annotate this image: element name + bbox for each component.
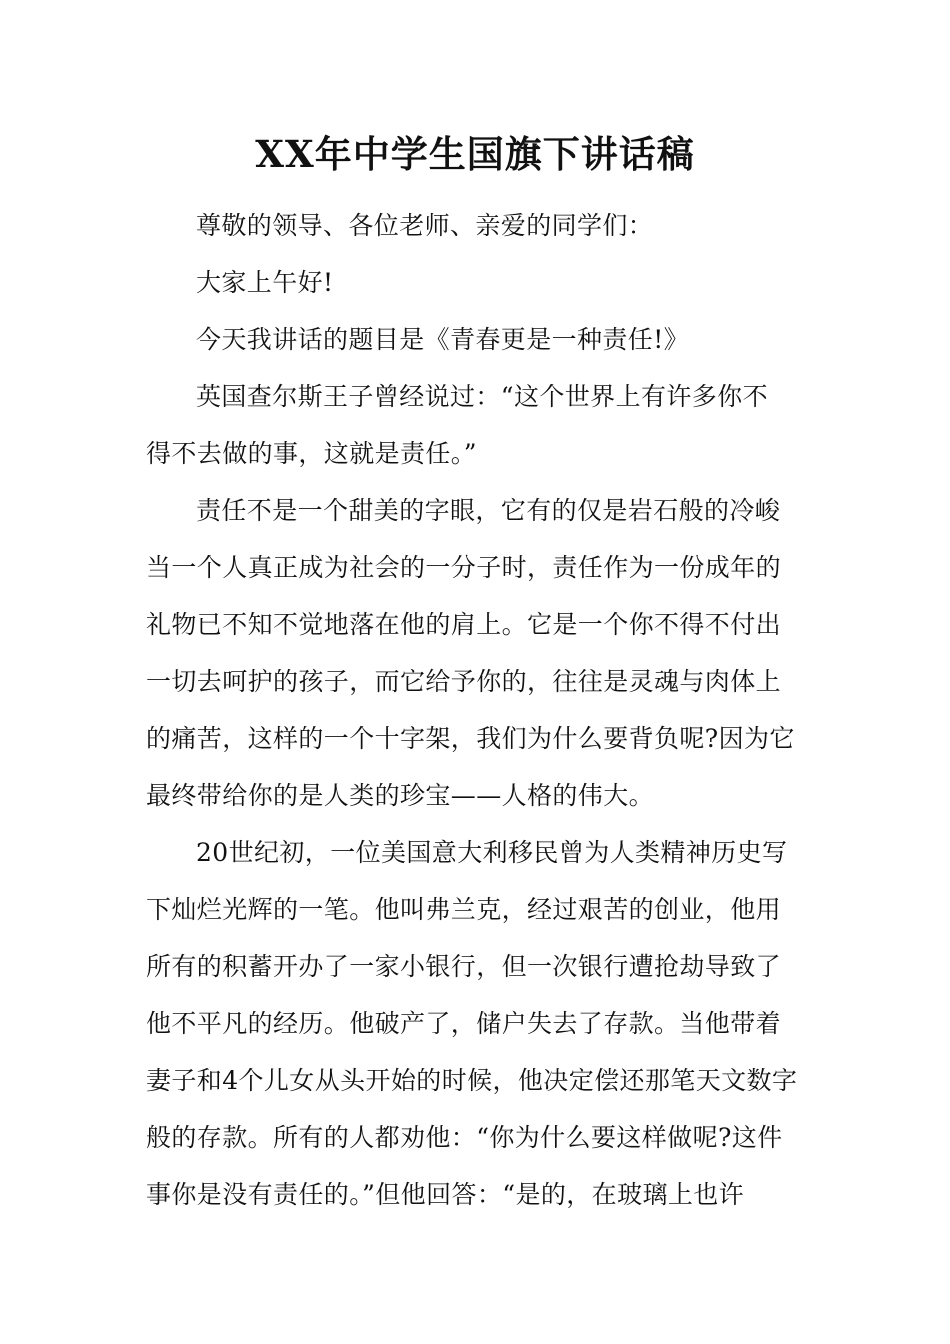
text-line: 最终带给你的是人类的珍宝——人格的伟大。: [146, 781, 655, 810]
text-line: 得不去做的事，这就是责任。”: [146, 439, 477, 468]
text-line: 尊敬的领导、各位老师、亲爱的同学们：: [196, 211, 654, 240]
text-line: 今天我讲话的题目是《青春更是一种责任!》: [196, 325, 690, 354]
text-line: 大家上午好!: [196, 268, 334, 297]
text-line: 所有的积蓄开办了一家小银行，但一次银行遭抢劫导致了: [146, 952, 782, 981]
text-line: 责任不是一个甜美的字眼，它有的仅是岩石般的冷峻: [196, 496, 781, 525]
text-line: 一切去呵护的孩子，而它给予你的，往往是灵魂与肉体上: [146, 667, 782, 696]
text-line: 下灿烂光辉的一笔。他叫弗兰克，经过艰苦的创业，他用: [146, 895, 782, 924]
text-line: 礼物已不知不觉地落在他的肩上。它是一个你不得不付出: [146, 610, 782, 639]
text-line: 般的存款。所有的人都劝他：“你为什么要这样做呢?这件: [146, 1123, 783, 1152]
text-line: 的痛苦，这样的一个十字架，我们为什么要背负呢?因为它: [146, 724, 795, 753]
text-line: 当一个人真正成为社会的一分子时，责任作为一份成年的: [146, 553, 782, 582]
text-line: 他不平凡的经历。他破产了，储户失去了存款。当他带着: [146, 1009, 782, 1038]
text-line: 20世纪初，一位美国意大利移民曾为人类精神历史写: [196, 838, 788, 867]
document-body: [146, 197, 808, 1223]
text-line: 英国查尔斯王子曾经说过：“这个世界上有许多你不: [196, 382, 768, 411]
text-line: 妻子和4个儿女从头开始的时候，他决定偿还那笔天文数字: [146, 1066, 798, 1095]
document-title: XX年中学生国旗下讲话稿: [255, 132, 695, 176]
text-line: 事你是没有责任的。”但他回答：“是的，在玻璃上也许: [146, 1180, 745, 1209]
